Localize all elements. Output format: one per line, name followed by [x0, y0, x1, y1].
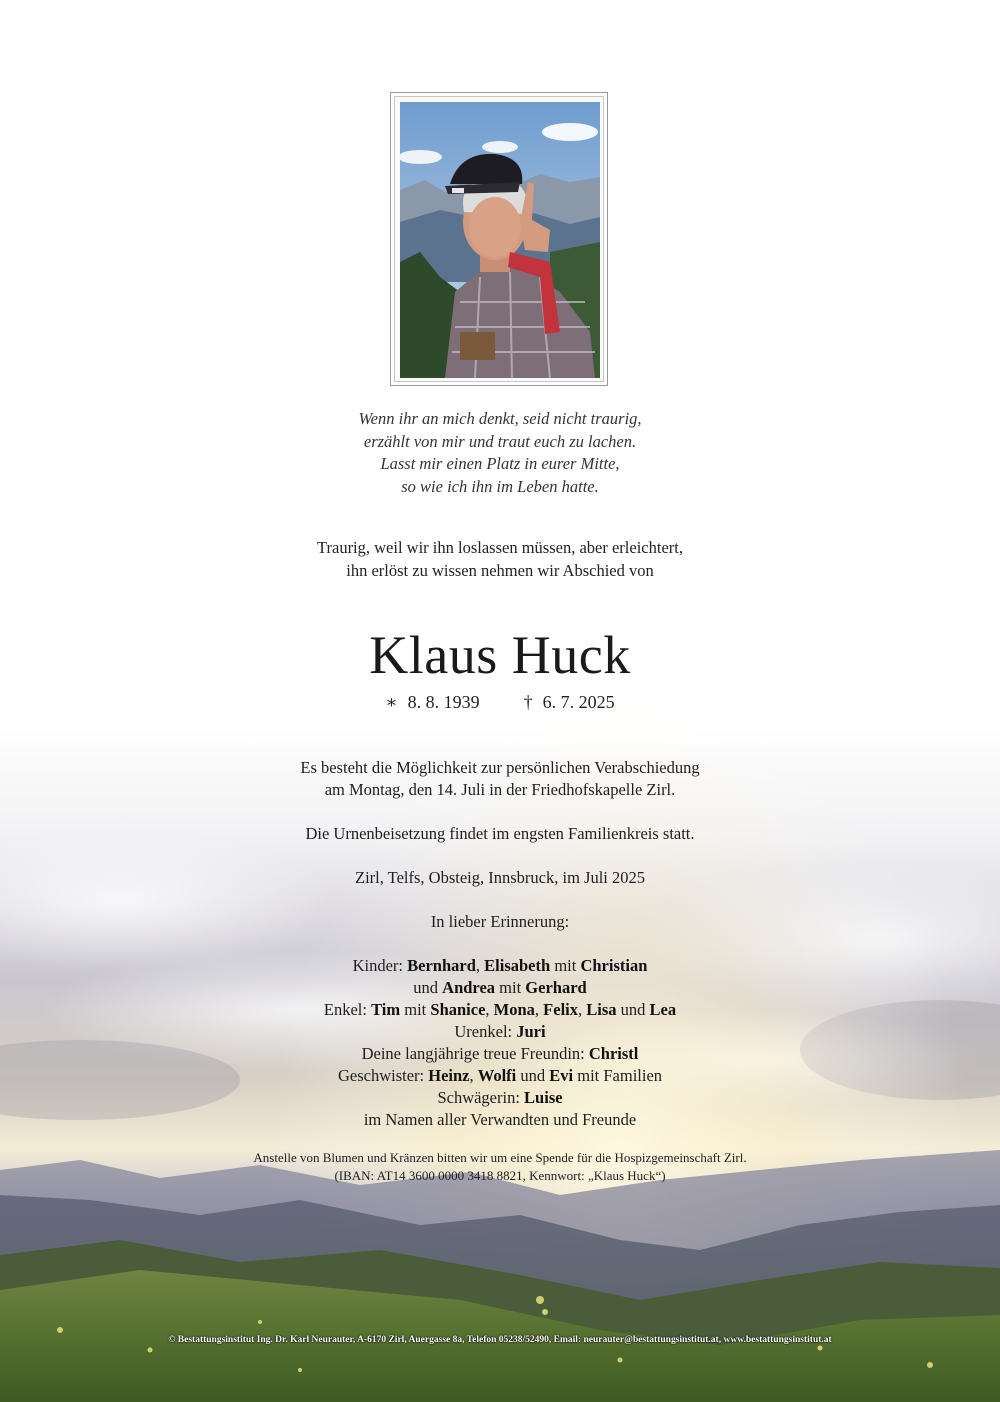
poem-line: Wenn ihr an mich denkt, seid nicht traurig,	[358, 409, 642, 428]
place-date: Zirl, Telfs, Obsteig, Innsbruck, im Juli 2025	[354, 868, 645, 887]
portrait-photo	[400, 102, 600, 378]
memory-heading: In lieber Erinnerung:	[430, 912, 570, 931]
intro-line: ihn erlöst zu wissen nehmen wir Abschied von	[346, 560, 654, 580]
poem-line: so wie ich ihn im Leben hatte.	[401, 476, 599, 496]
poem-line: Lasst mir einen Platz in eurer Mitte,	[380, 454, 620, 473]
family-children: Kinder: Bernhard, Elisabeth mit Christian	[352, 956, 648, 975]
deceased-name: Klaus Huck	[369, 625, 631, 685]
announcement-block	[0, 757, 1000, 1131]
family-grandchildren: Enkel: Tim mit Shanice, Mona, Felix, Lisa und Lea	[323, 1000, 677, 1019]
family-sister-in-law: Schwägerin: Luise	[437, 1088, 563, 1107]
burial-text: Die Urnenbeisetzung findet im engsten Familienkreis statt.	[305, 824, 695, 843]
poem-line: erzählt von mir und traut euch zu lachen.	[363, 431, 637, 451]
birth-date: 8. 8. 1939	[407, 692, 480, 712]
donation-line: Anstelle von Blumen und Kränzen bitten wir um eine Spende für die Hospizgemeinschaft Zirl.	[253, 1150, 747, 1165]
family-great-grandchildren: Urenkel: Juri	[454, 1022, 546, 1041]
intro-line: Traurig, weil wir ihn loslassen müssen, aber erleichtert,	[317, 538, 683, 557]
family-children-2: und Andrea mit Gerhard	[413, 978, 587, 997]
death-cross-icon: †	[523, 692, 533, 712]
funeral-home-footer: © Bestattungsinstitut Ing. Dr. Karl Neurauter, A-6170 Zirl, Auergasse 8a, Telefon 05238/52490, Email: neurauter@bestattungsinstitut.at, www.bestattungsinstitut.at	[168, 1335, 832, 1345]
announcement-line: Es besteht die Möglichkeit zur persönlichen Verabschiedung	[300, 758, 700, 777]
intro-text	[0, 537, 1000, 582]
portrait-frame	[390, 92, 608, 386]
death-date: 6. 7. 2025	[542, 692, 615, 712]
family-relatives: im Namen aller Verwandten und Freunde	[363, 1110, 637, 1129]
family-partner: Deine langjährige treue Freundin: Christl	[361, 1044, 639, 1063]
announcement-line: am Montag, den 14. Juli in der Friedhofskapelle Zirl.	[324, 780, 676, 799]
family-siblings: Geschwister: Heinz, Wolfi und Evi mit Familien	[337, 1066, 663, 1085]
life-dates	[0, 690, 1000, 714]
donation-iban: (IBAN: AT14 3600 0000 3418 8821, Kennwort: „Klaus Huck“)	[334, 1167, 666, 1183]
family-list	[0, 955, 1000, 1131]
memorial-poem	[0, 408, 1000, 498]
donation-note	[0, 1149, 1000, 1184]
birth-star-icon: ∗	[385, 692, 398, 712]
